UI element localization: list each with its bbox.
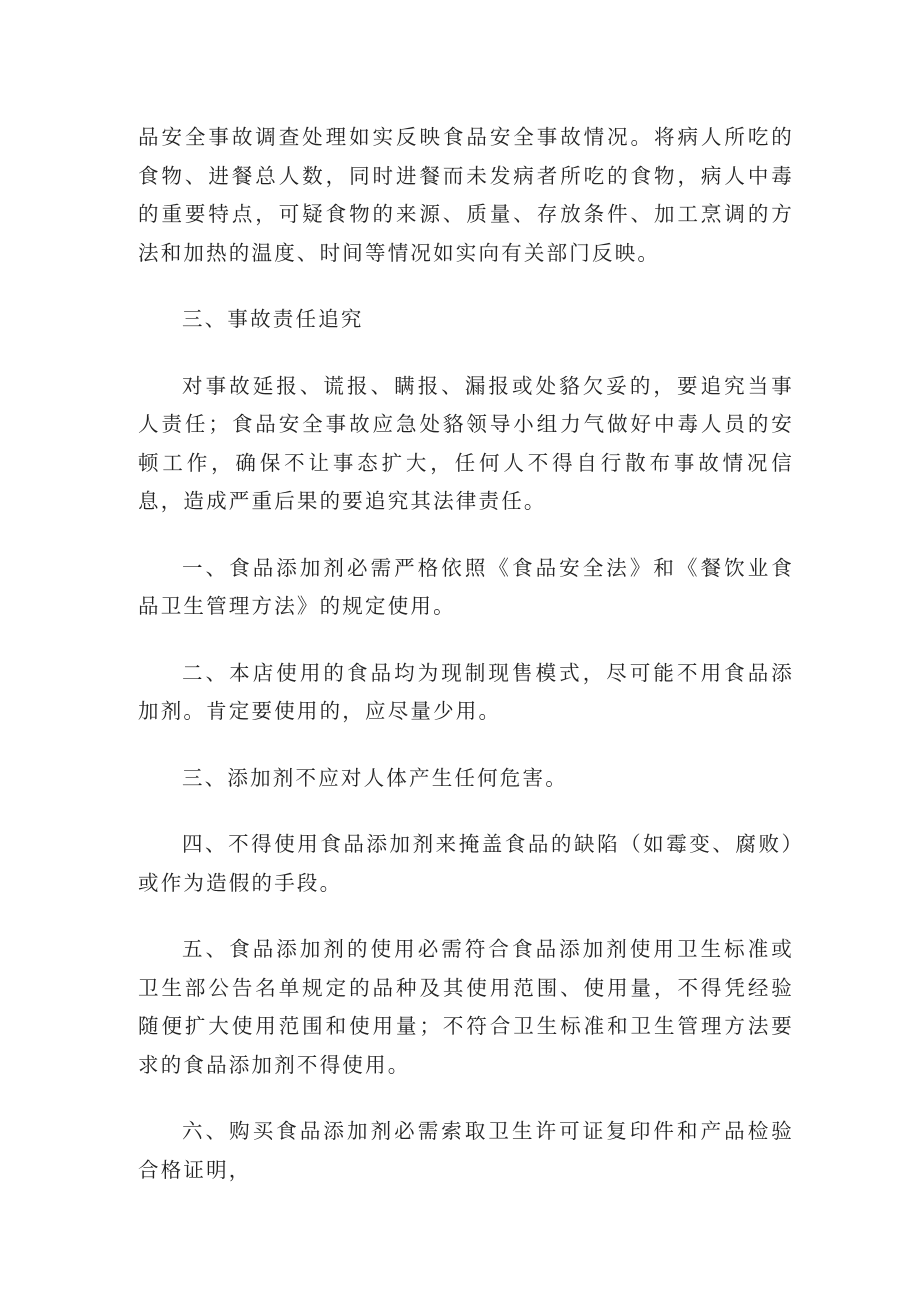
section-heading-accountability: 三、事故责任追究	[182, 307, 364, 331]
rule-item-5: 五、食品添加剂的使用必需符合食品添加剂使用卫生标准或卫生部公告名单规定的品种及其使用范围、使用量，不得凭经验随便扩大使用范围和使用量；不符合卫生标准和卫生管理方法要求的食品添加剂不得使用。	[138, 937, 794, 1077]
rule-item-1: 一、食品添加剂必需严格依照《食品安全法》和《餐饮业食品卫生管理方法》的规定使用。	[138, 555, 794, 618]
rule-item-2: 二、本店使用的食品均为现制现售模式，尽可能不用食品添加剂。肯定要使用的，应尽量少用。	[138, 660, 794, 723]
paragraph-accident-report: 品安全事故调查处理如实反映食品安全事故情况。将病人所吃的食物、进餐总人数，同时进餐而未发病者所吃的食物，病人中毒的重要特点，可疑食物的来源、质量、存放条件、加工烹调的方法和加热的温度、时间等情况如实向有关部门反映。	[138, 125, 794, 265]
paragraph-accountability: 对事故延报、谎报、瞒报、漏报或处貉欠妥的，要追究当事人责任；食品安全事故应急处貉领导小组力气做好中毒人员的安顿工作，确保不让事态扩大，任何人不得自行散布事故情况信息，造成严重后果的要追究其法律责任。	[138, 373, 794, 513]
rule-item-3: 三、添加剂不应对人体产生任何危害。	[182, 765, 568, 790]
rule-item-4: 四、不得使用食品添加剂来掩盖食品的缺陷（如霉变、腐败）或作为造假的手段。	[138, 832, 794, 895]
rule-item-6: 六、购买食品添加剂必需索取卫生许可证复印件和产品检验合格证明，	[138, 1119, 794, 1182]
document-page	[138, 118, 794, 1189]
